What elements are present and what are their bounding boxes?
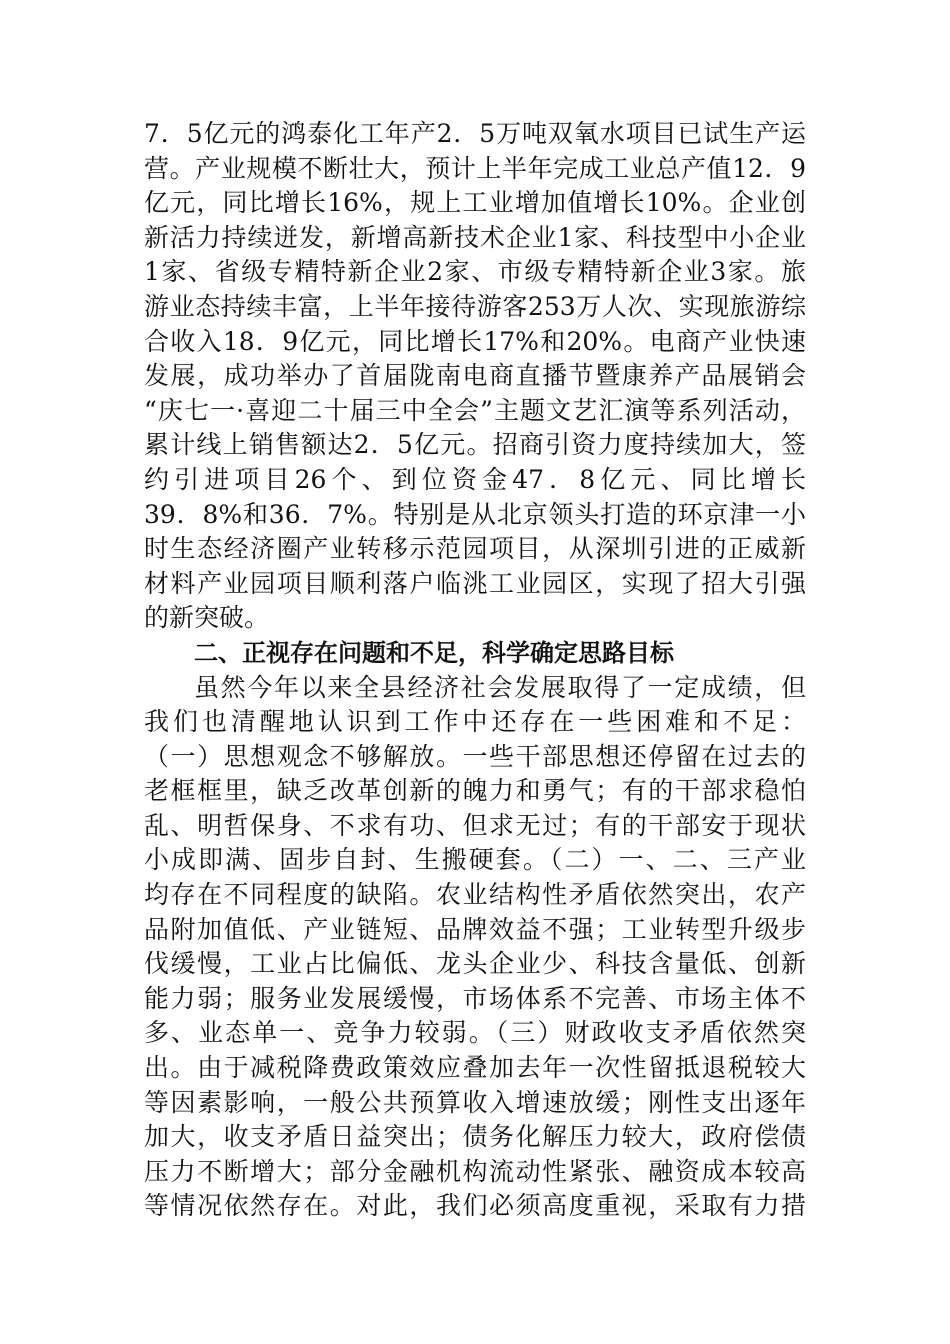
text-line: 等情况依然存在。对此，我们必须高度重视，采取有力措 bbox=[144, 1191, 806, 1221]
text-line: 1家、省级专精特新企业2家、市级专精特新企业3家。旅 bbox=[144, 257, 806, 287]
text-line: 材料产业园项目顺利落户临洮工业园区，实现了招大引强 bbox=[144, 568, 806, 598]
text-line: 7．5亿元的鸿泰化工年产2．5万吨双氧水项目已试生产运 bbox=[144, 119, 806, 148]
text-line: 游业态持续丰富，上半年接待游客253万人次、实现旅游综 bbox=[144, 291, 806, 321]
text-line: 营。产业规模不断壮大，预计上半年完成工业总产值12．9 bbox=[144, 153, 806, 183]
document-page bbox=[144, 117, 806, 1224]
text-line: 累计线上销售额达2．5亿元。招商引资力度持续加大，签 bbox=[144, 430, 806, 460]
text-line: 我们也清醒地认识到工作中还存在一些困难和不足： bbox=[144, 707, 806, 737]
text-line: 品附加值低、产业链短、品牌效益不强；工业转型升级步 bbox=[144, 914, 806, 944]
text-line: 乱、明哲保身、不求有功、但求无过；有的干部安于现状 bbox=[144, 810, 806, 840]
text-line: 的新突破。 bbox=[144, 603, 270, 633]
text-line: 约引进项目26个、到位资金47．8亿元、同比增长 bbox=[144, 464, 806, 494]
text-line: 虽然今年以来全县经济社会发展取得了一定成绩，但 bbox=[194, 672, 806, 702]
text-line: 亿元，同比增长16%，规上工业增加值增长10%。企业创 bbox=[144, 188, 806, 218]
paragraph-problems bbox=[144, 671, 806, 1225]
text-line: 小成即满、固步自封、生搬硬套。（二）一、二、三产业 bbox=[144, 845, 806, 875]
text-line: 发展，成功举办了首届陇南电商直播节暨康养产品展销会 bbox=[144, 361, 806, 391]
paragraph-achievements bbox=[144, 117, 806, 636]
text-line: “庆七一·喜迎二十届三中全会”主题文艺汇演等系列活动， bbox=[144, 395, 806, 425]
text-line: 加大，收支矛盾日益突出；债务化解压力较大，政府偿债 bbox=[144, 1122, 806, 1152]
text-line: 39．8%和36．7%。特别是从北京领头打造的环京津一小 bbox=[144, 499, 806, 529]
text-line: 能力弱；服务业发展缓慢，市场体系不完善、市场主体不 bbox=[144, 983, 806, 1013]
text-line: 出。由于减税降费政策效应叠加去年一次性留抵退税较大 bbox=[144, 1053, 806, 1083]
text-line: 伐缓慢，工业占比偏低、龙头企业少、科技含量低、创新 bbox=[144, 949, 806, 979]
text-line: 老框框里，缺乏改革创新的魄力和勇气；有的干部求稳怕 bbox=[144, 776, 806, 806]
text-line: 多、业态单一、竞争力较弱。（三）财政收支矛盾依然突 bbox=[144, 1018, 806, 1048]
text-line: （一）思想观念不够解放。一些干部思想还停留在过去的 bbox=[144, 741, 806, 771]
text-line: 压力不断增大；部分金融机构流动性紧张、融资成本较高 bbox=[144, 1156, 806, 1186]
section-heading: 二、正视存在问题和不足，科学确定思路目标 bbox=[194, 638, 674, 667]
text-line: 均存在不同程度的缺陷。农业结构性矛盾依然突出，农产 bbox=[144, 880, 806, 910]
text-line: 时生态经济圈产业转移示范园项目，从深圳引进的正威新 bbox=[144, 534, 806, 564]
text-line: 合收入18．9亿元，同比增长17%和20%。电商产业快速 bbox=[144, 326, 806, 356]
text-line: 等因素影响，一般公共预算收入增速放缓；刚性支出逐年 bbox=[144, 1087, 806, 1117]
text-line: 新活力持续迸发，新增高新技术企业1家、科技型中小企业 bbox=[144, 222, 806, 252]
